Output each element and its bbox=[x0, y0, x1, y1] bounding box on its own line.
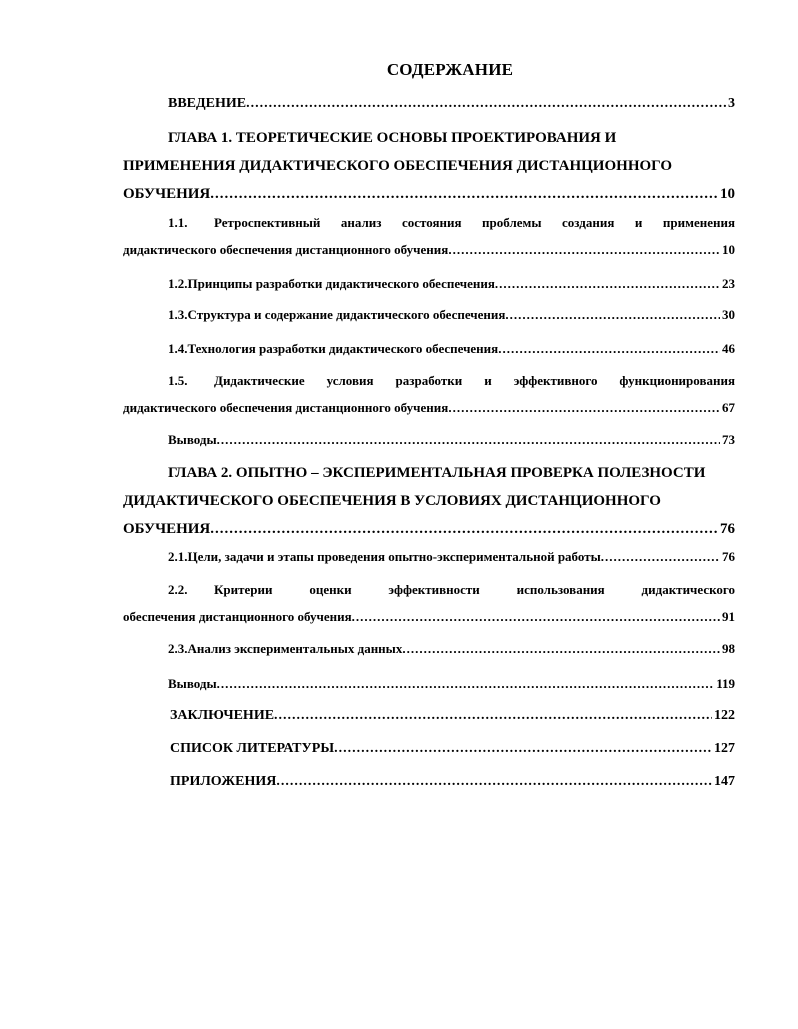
toc-entry-chapter-2[interactable] bbox=[123, 459, 735, 543]
entry-text: Технология разработки дидактического обеспечения bbox=[187, 341, 499, 356]
toc-entry-1-5[interactable] bbox=[123, 367, 735, 421]
toc-entry-references[interactable] bbox=[170, 735, 735, 763]
toc-entry-2-3[interactable] bbox=[168, 635, 735, 662]
entry-line-3: ОБУЧЕНИЯ bbox=[123, 186, 211, 202]
entry-page: 3 bbox=[728, 96, 735, 111]
entry-page: 23 bbox=[722, 276, 735, 291]
entry-number: 1.1. bbox=[168, 215, 188, 230]
entry-number: 2.1. bbox=[168, 549, 188, 564]
entry-text: Структура и содержание дидактического обеспечения bbox=[187, 307, 506, 322]
entry-text: ЗАКЛЮЧЕНИЕ bbox=[170, 708, 275, 723]
entry-number: 1.4. bbox=[168, 341, 188, 356]
entry-number: 1.2. bbox=[168, 276, 188, 291]
toc-entry-1-4[interactable] bbox=[168, 335, 735, 362]
dot-leader bbox=[217, 670, 715, 697]
entry-line-2: ДИДАКТИЧЕСКОГО ОБЕСПЕЧЕНИЯ В УСЛОВИЯХ ДИСТАНЦИОННОГО bbox=[123, 493, 661, 509]
dot-leader bbox=[448, 394, 720, 421]
entry-page: 76 bbox=[722, 549, 735, 564]
entry-text: ВВЕДЕНИЕ bbox=[168, 96, 247, 111]
toc-entry-2-2[interactable] bbox=[123, 576, 735, 630]
toc-entry-intro[interactable] bbox=[168, 90, 735, 118]
entry-line-1: ГЛАВА 1. ТЕОРЕТИЧЕСКИЕ ОСНОВЫ ПРОЕКТИРОВАНИЯ И bbox=[168, 130, 617, 146]
entry-number: 1.5. bbox=[168, 373, 188, 388]
entry-line-3: ОБУЧЕНИЯ bbox=[123, 521, 211, 537]
toc-entry-2-1[interactable] bbox=[168, 543, 735, 570]
toc-entry-conclusions-2[interactable] bbox=[168, 670, 735, 697]
entry-line-1: Ретроспективный анализ состояния проблемы создания и применения bbox=[214, 215, 735, 230]
entry-text: Анализ экспериментальных данных bbox=[187, 641, 403, 656]
entry-number: 2.2. bbox=[168, 582, 188, 597]
entry-page: 10 bbox=[720, 186, 735, 202]
dot-leader bbox=[210, 515, 718, 543]
dot-leader bbox=[505, 301, 720, 328]
entry-page: 46 bbox=[722, 341, 735, 356]
dot-leader bbox=[246, 90, 726, 118]
toc-entry-chapter-1[interactable] bbox=[123, 124, 735, 208]
entry-text: Цели, задачи и этапы проведения опытно-экспериментальной работы bbox=[187, 549, 601, 564]
toc-entry-conclusion[interactable] bbox=[170, 702, 735, 730]
dot-leader bbox=[210, 180, 718, 208]
toc-entry-1-2[interactable] bbox=[168, 270, 735, 297]
entry-line-2: ПРИМЕНЕНИЯ ДИДАКТИЧЕСКОГО ОБЕСПЕЧЕНИЯ ДИСТАНЦИОННОГО bbox=[123, 158, 672, 174]
toc-entry-1-1[interactable] bbox=[123, 209, 735, 263]
toc-entry-1-3[interactable] bbox=[168, 301, 735, 328]
entry-page: 67 bbox=[722, 400, 735, 415]
entry-page: 30 bbox=[722, 307, 735, 322]
dot-leader bbox=[276, 768, 712, 796]
dot-leader bbox=[402, 635, 720, 662]
entry-text: Выводы bbox=[168, 432, 217, 447]
dot-leader bbox=[495, 270, 720, 297]
dot-leader bbox=[352, 603, 720, 630]
dot-leader bbox=[334, 735, 712, 763]
dot-leader bbox=[498, 335, 720, 362]
entry-text: Принципы разработки дидактического обеспечения bbox=[187, 276, 495, 291]
entry-text: ПРИЛОЖЕНИЯ bbox=[170, 774, 277, 789]
entry-page: 91 bbox=[722, 609, 735, 624]
toc-entry-conclusions-1[interactable] bbox=[168, 426, 735, 453]
toc-title: СОДЕРЖАНИЕ bbox=[386, 60, 514, 79]
dot-leader bbox=[217, 426, 720, 453]
entry-text: Выводы bbox=[168, 676, 217, 691]
entry-line-1: Критерии оценки эффективности использования дидактического bbox=[214, 582, 735, 597]
entry-page: 76 bbox=[720, 521, 735, 537]
dot-leader bbox=[274, 702, 712, 730]
entry-line-2: дидактического обеспечения дистанционного обучения bbox=[123, 400, 449, 415]
dot-leader bbox=[448, 236, 720, 263]
entry-line-2: дидактического обеспечения дистанционного обучения bbox=[123, 242, 449, 257]
dot-leader bbox=[601, 543, 720, 570]
entry-page: 127 bbox=[714, 741, 735, 756]
entry-line-1: Дидактические условия разработки и эффективного функционирования bbox=[214, 373, 735, 388]
entry-line-2: обеспечения дистанционного обучения bbox=[123, 609, 352, 624]
entry-page: 73 bbox=[722, 432, 735, 447]
entry-page: 98 bbox=[722, 641, 735, 656]
entry-text: СПИСОК ЛИТЕРАТУРЫ bbox=[170, 741, 335, 756]
entry-page: 122 bbox=[714, 708, 735, 723]
toc-entry-appendices[interactable] bbox=[170, 768, 735, 796]
entry-line-1: ГЛАВА 2. ОПЫТНО – ЭКСПЕРИМЕНТАЛЬНАЯ ПРОВЕРКА ПОЛЕЗНОСТИ bbox=[168, 465, 706, 481]
entry-number: 2.3. bbox=[168, 641, 188, 656]
entry-page: 147 bbox=[714, 774, 735, 789]
entry-page: 119 bbox=[716, 676, 735, 691]
entry-number: 1.3. bbox=[168, 307, 188, 322]
entry-page: 10 bbox=[722, 242, 735, 257]
